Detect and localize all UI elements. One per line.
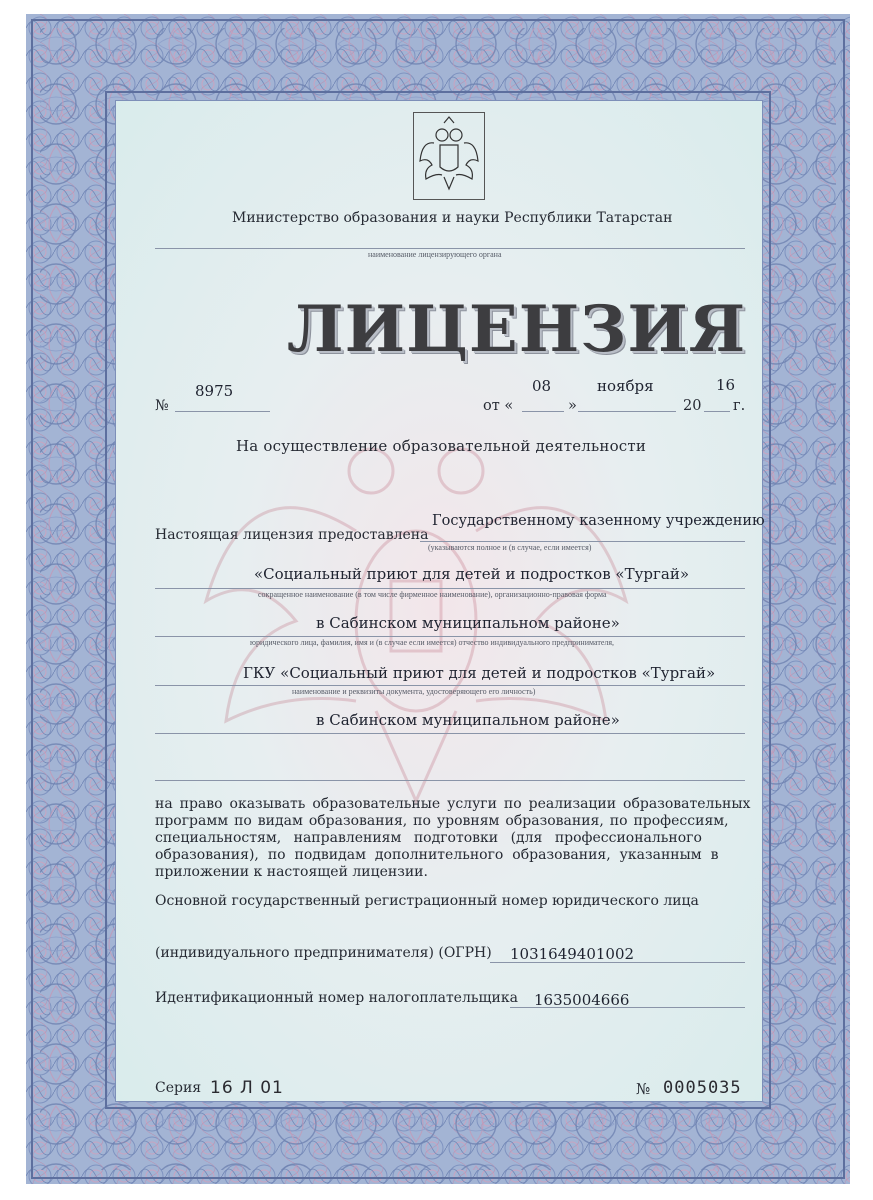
date-month-underline: [578, 411, 676, 412]
grantee-line2: «Социальный приют для детей и подростков «Тургай»: [254, 565, 690, 583]
grantee-line5-underline: [155, 733, 745, 734]
form-number-label: №: [636, 1080, 651, 1098]
ogrn-label-1: Основной государственный регистрационный номер юридического лица: [155, 893, 699, 909]
rights-line-1: на право оказывать образовательные услуги по реализации образовательных: [155, 796, 751, 812]
grantee-line3: в Сабинском муниципальном районе»: [316, 614, 620, 632]
grantee-line1-underline: [420, 541, 745, 542]
series-label: Серия: [155, 1080, 202, 1096]
inn-label: Идентификационный номер налогоплательщика: [155, 990, 518, 1006]
date-century: 20: [683, 398, 702, 414]
rights-line-5: приложении к настоящей лицензии.: [155, 864, 428, 880]
grantee-line3-underline: [155, 636, 745, 637]
blank-underline: [155, 780, 745, 781]
grantee-intro: Настоящая лицензия предоставлена: [155, 527, 429, 543]
eagle-icon: [414, 113, 484, 199]
date-mid: »: [568, 398, 577, 414]
rights-line-3: специальностям, направлениям подготовки (для профессионального: [155, 830, 702, 846]
ogrn-label-2: (индивидуального предпринимателя) (ОГРН): [155, 945, 492, 961]
date-day-underline: [522, 411, 564, 412]
grantee-caption3: юридического лица, фамилия, имя и (в случае если имеется) отчество индивидуального предпринимателя,: [250, 638, 615, 647]
rights-line-2: программ по видам образования, по уровням образования, по профессиям,: [155, 813, 729, 829]
coat-of-arms-emblem: [413, 112, 485, 200]
document-title: ЛИЦЕНЗИЯ: [287, 292, 747, 367]
inn-value: 1635004666: [534, 991, 630, 1009]
issuer-caption: наименование лицензирующего органа: [368, 250, 502, 259]
number-underline: [175, 411, 270, 412]
number-label: №: [155, 398, 169, 414]
grantee-line4: ГКУ «Социальный приют для детей и подростков «Тургай»: [243, 664, 716, 682]
grantee-line5: в Сабинском муниципальном районе»: [316, 711, 620, 729]
date-day: 08: [532, 377, 552, 395]
rights-line-4: образования), по подвидам дополнительного образования, указанным в: [155, 847, 719, 863]
date-suffix: г.: [733, 398, 746, 414]
series-value: 16 Л 01: [210, 1078, 284, 1098]
issuer-name: Министерство образования и науки Республики Татарстан: [232, 210, 673, 226]
issuer-underline: [155, 248, 745, 249]
grantee-caption4: наименование и реквизиты документа, удостоверяющего его личность): [292, 687, 536, 696]
inn-underline: [510, 1007, 745, 1008]
grantee-line1: Государственному казенному учреждению: [432, 513, 765, 529]
date-year: 16: [716, 376, 736, 394]
grantee-caption2: сокращенное наименование (в том числе фирменное наименование), организационно-правовая форма: [258, 590, 607, 599]
ogrn-value: 1031649401002: [510, 945, 635, 963]
grantee-caption1: (указываются полное и (в случае, если имеется): [428, 543, 592, 552]
grantee-line2-underline: [155, 588, 745, 589]
form-number-value: 0005035: [663, 1078, 742, 1098]
license-purpose: На осуществление образовательной деятельности: [236, 437, 647, 455]
ogrn-underline: [490, 962, 745, 963]
license-number: 8975: [195, 382, 234, 400]
grantee-line4-underline: [155, 685, 745, 686]
date-prefix: от «: [483, 398, 514, 414]
date-year-underline: [704, 411, 730, 412]
date-month: ноября: [597, 377, 654, 395]
